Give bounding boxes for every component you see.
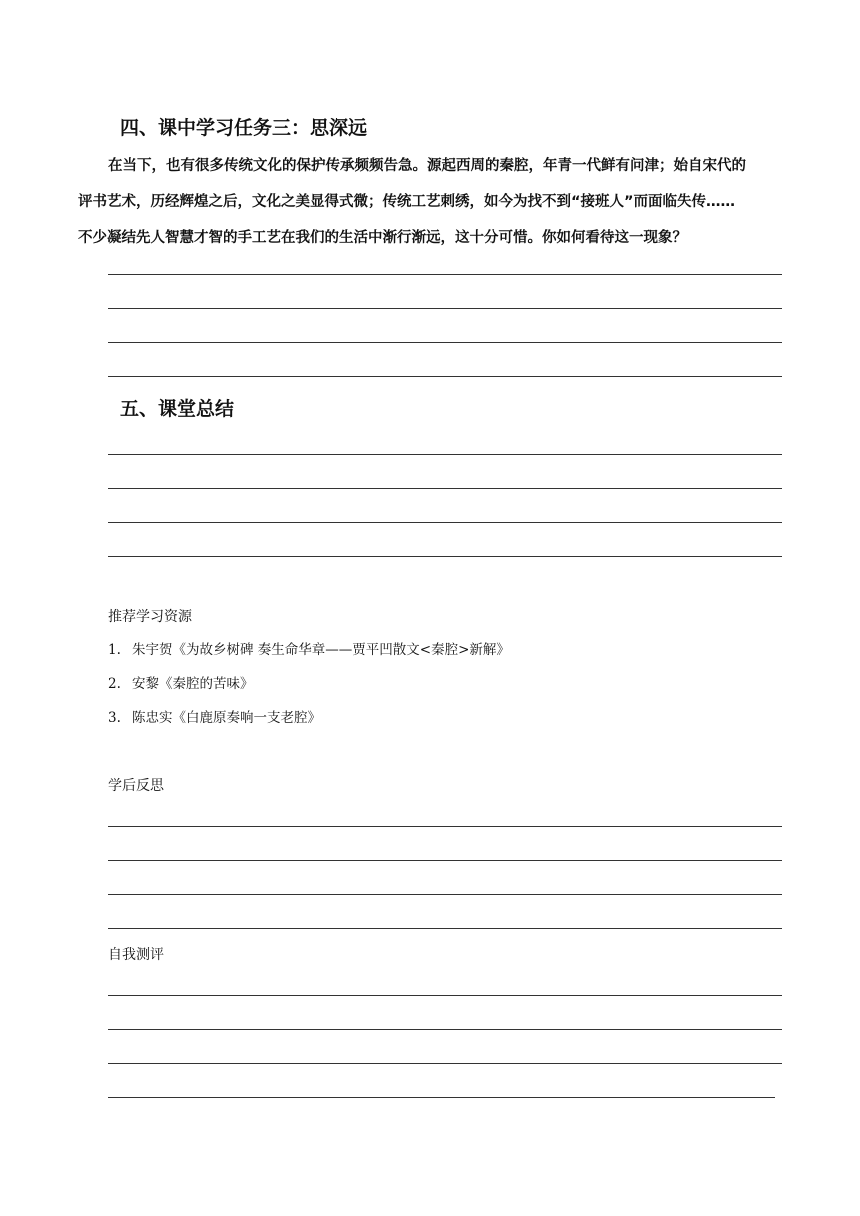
resources-list xyxy=(108,640,510,742)
resource-item xyxy=(108,708,510,742)
reflection-line-1[interactable] xyxy=(108,826,782,827)
self-eval-title: 自我测评 xyxy=(108,947,164,963)
answer-line-5-2[interactable] xyxy=(108,488,782,489)
answer-line-5-4[interactable] xyxy=(108,556,782,557)
resource-number: 3. xyxy=(108,710,121,726)
section-4-heading: 四、课中学习任务三：思深远 xyxy=(120,117,368,139)
prompt-line-1: 在当下，也有很多传统文化的保护传承频频告急。源起西周的秦腔，年青一代鲜有问津；始自宋代的 xyxy=(108,158,746,174)
self-eval-line-3[interactable] xyxy=(108,1063,782,1064)
resource-item xyxy=(108,674,510,708)
self-eval-line-2[interactable] xyxy=(108,1029,782,1030)
resource-item xyxy=(108,640,510,674)
section-4-prompt xyxy=(78,148,786,256)
resource-text: 朱宇贺《为故乡树碑 奏生命华章——贾平凹散文<秦腔>新解》 xyxy=(132,642,510,658)
reflection-line-3[interactable] xyxy=(108,894,782,895)
reflection-line-4[interactable] xyxy=(108,928,782,929)
resource-text: 安黎《秦腔的苦味》 xyxy=(132,676,254,692)
self-eval-line-1[interactable] xyxy=(108,995,782,996)
answer-line-4-3[interactable] xyxy=(108,342,782,343)
answer-line-4-1[interactable] xyxy=(108,274,782,275)
prompt-line-3: 不少凝结先人智慧才智的手工艺在我们的生活中渐行渐远，这十分可惜。你如何看待这一现象？ xyxy=(78,230,687,246)
resource-number: 2. xyxy=(108,676,121,692)
resource-text: 陈忠实《白鹿原奏响一支老腔》 xyxy=(132,710,321,726)
self-eval-line-4[interactable] xyxy=(108,1097,775,1098)
prompt-line-2: 评书艺术，历经辉煌之后，文化之美显得式微；传统工艺刺绣，如今为找不到“接班人”而面临失传…… xyxy=(78,194,736,210)
section-5-heading: 五、课堂总结 xyxy=(120,398,235,420)
resource-number: 1. xyxy=(108,642,121,658)
answer-line-5-3[interactable] xyxy=(108,522,782,523)
reflection-line-2[interactable] xyxy=(108,860,782,861)
resources-title: 推荐学习资源 xyxy=(108,609,192,625)
answer-line-4-4[interactable] xyxy=(108,376,782,377)
answer-line-5-1[interactable] xyxy=(108,454,782,455)
reflection-title: 学后反思 xyxy=(108,778,164,794)
answer-line-4-2[interactable] xyxy=(108,308,782,309)
